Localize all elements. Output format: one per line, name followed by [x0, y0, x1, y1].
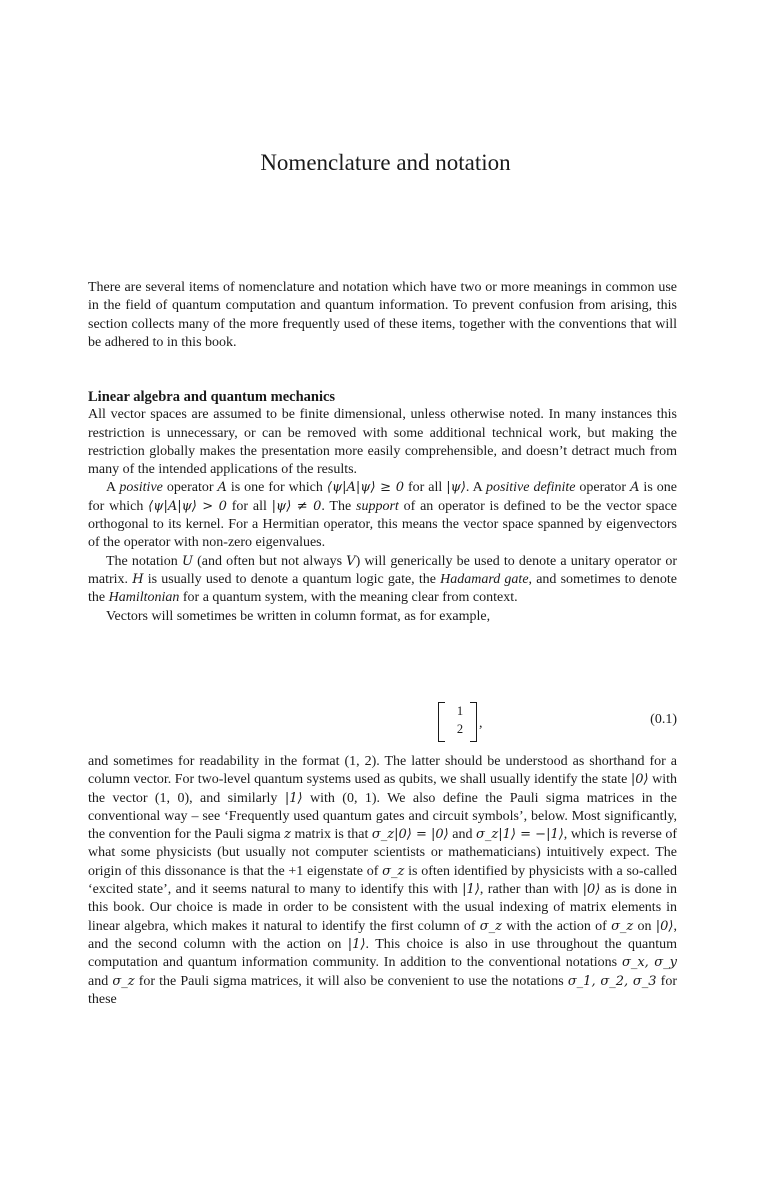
paragraph-4: Vectors will sometimes be written in column format, as for example, — [106, 608, 491, 624]
vector-entry-1: 1 — [456, 704, 464, 718]
paragraph-5-block — [88, 753, 677, 1009]
section-heading: Linear algebra and quantum mechanics — [88, 389, 336, 405]
paragraph-1: All vector spaces are assumed to be finite dimensional, unless otherwise noted. In many instances this restriction is unnecessary, or can be removed with some additional technical work, but making the restriction globally makes the presentation more easily comprehensible, and doesn’t detract much from many of the intended applications of the results. — [88, 407, 677, 478]
paragraph-5: and sometimes for readability in the format (1, 2). The latter should be understood as shorthand for a column vector. For two-level quantum systems used as qubits, we shall usually identify the state |0⟩ with the vector (1, 0), and similarly |1⟩ with (0, 1). We also define the Pauli sigma matrices in the conventional way – see ‘Frequently used quantum gates and circuit symbols’, below. Most significantly, the convention for the Pauli sigma z matrix is that σ_z|0⟩ = |0⟩ and σ_z|1⟩ = −|1⟩, which is reverse of what some physicists (but usually not computer scientists or mathematicians) intuitively expect. The origin of this dissonance is that the +1 eigenstate of σ_z is often identified by physicists with a so-called ‘excited state’, and it seems natural to many to identify this with |1⟩, rather than with |0⟩ as is done in this book. Our choice is made in order to be consistent with the usual indexing of matrix elements in linear algebra, which makes it natural to identify the first column of σ_z with the action of σ_z on |0⟩, and the second column with the action on |1⟩. This choice is also in use throughout the quantum computation and quantum information community. In addition to the conventional notations σ_x, σ_y and σ_z for the Pauli sigma matrices, it will also be convenient to use the notations σ_1, σ_2, σ_3 for these — [88, 754, 678, 1007]
paragraph-2: A positive operator A is one for which ⟨ψ|A|ψ⟩ ≥ 0 for all |ψ⟩. A positive definite operator A is one for which ⟨ψ|A|ψ⟩ > 0 for all |ψ⟩ ≠ 0. The support of an operator is defined to be the vector space orthogonal to its kernel. For a Hermitian operator, this means the vector space spanned by eigenvectors of the operator with non-zero eigenvalues. — [88, 480, 678, 551]
section-linear-algebra — [88, 388, 677, 626]
equation-0-1 — [88, 700, 677, 744]
vector-entry-2: 2 — [456, 722, 464, 736]
left-bracket — [438, 702, 445, 742]
intro-paragraph — [88, 279, 677, 352]
equation-comma: , — [479, 716, 483, 731]
equation-number: (0.1) — [650, 712, 677, 727]
paragraph-3: The notation U (and often but not always V) will generically be used to denote a unitary operator or matrix. H is usually used to denote a quantum logic gate, the Hadamard gate, and sometimes to denote the Hamiltonian for a quantum system, with the meaning clear from context. — [88, 553, 678, 606]
right-bracket — [470, 702, 477, 742]
page-title: Nomenclature and notation — [260, 150, 511, 175]
intro-text: There are several items of nomenclature and notation which have two or more meanings in common use in the field of quantum computation and quantum information. To prevent confusion from arising, this section collects many of the more frequently used of these items, together with the conventions that will be adhered to in this book. — [88, 280, 677, 350]
column-vector — [438, 702, 482, 742]
